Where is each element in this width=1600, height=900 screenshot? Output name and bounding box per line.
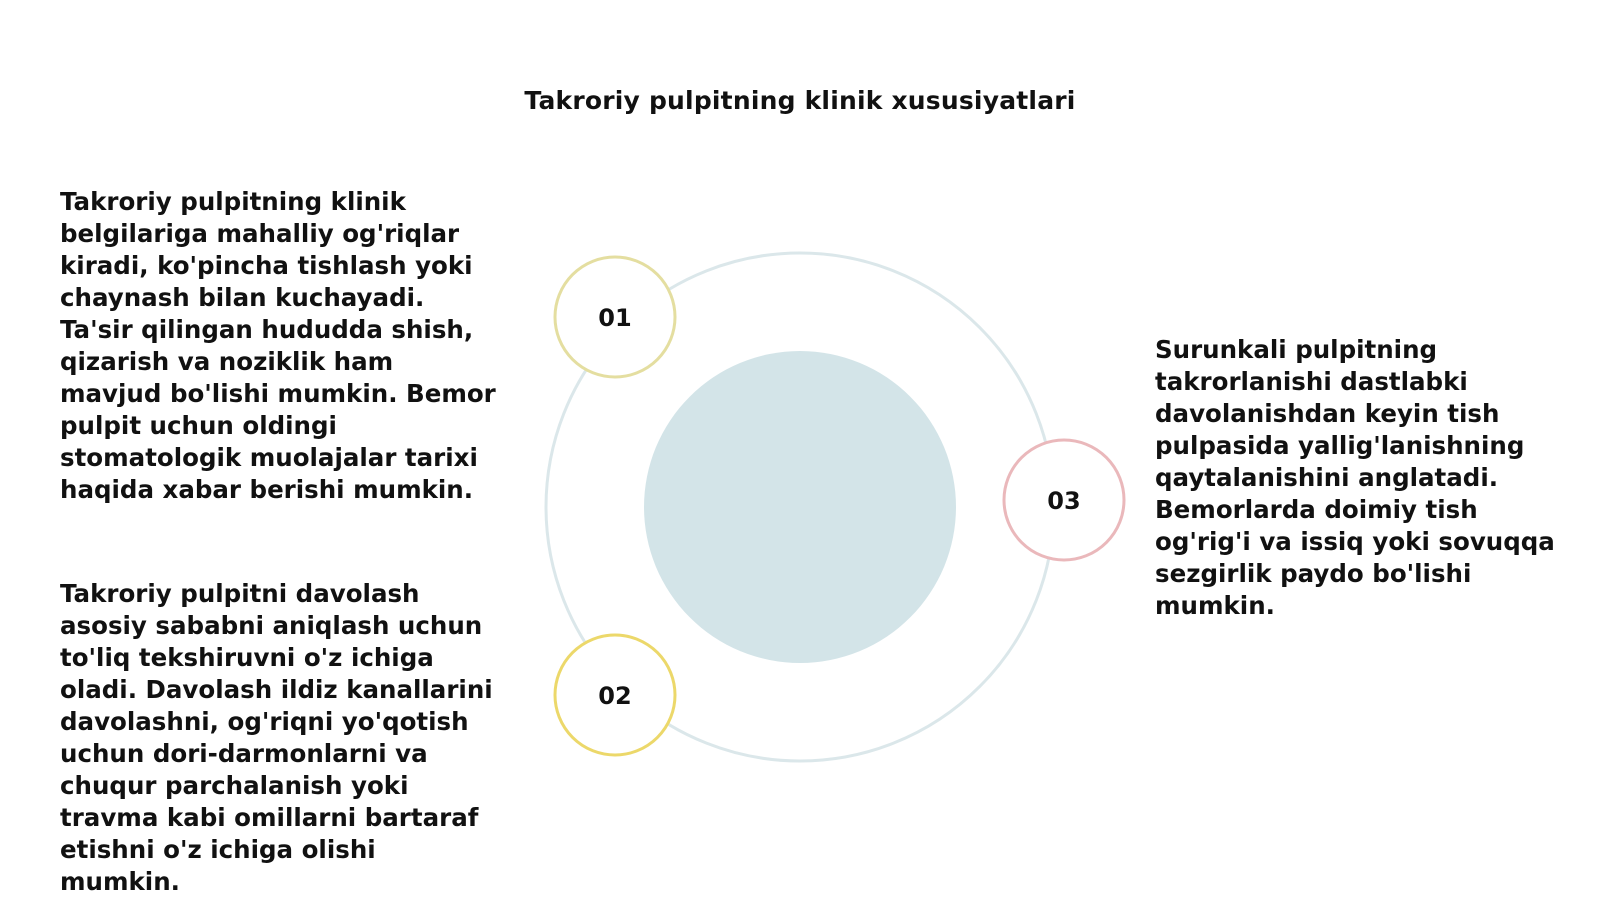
badge-number-02: 02: [598, 682, 632, 710]
badge-number-03: 03: [1047, 487, 1081, 515]
step-badge-03: [1004, 440, 1124, 560]
badge-number-01: 01: [598, 304, 632, 332]
step-01-description: Takroriy pulpitning klinik belgilariga mahalliy og'riqlar kiradi, ko'pincha tishlash yoki chaynash bilan kuchayadi. Ta'sir qilingan hududda shish, qizarish va noziklik ham mavjud bo'lishi mumkin. Bemor pulpit uchun oldingi stomatologik muolajalar tarixi haqida xabar berishi mumkin.: [60, 187, 496, 504]
step-02-description: Takroriy pulpitni davolash asosiy sababni aniqlash uchun to'liq tekshiruvni o'z ichiga oladi. Davolash ildiz kanallarini davolashni, og'riqni yo'qotish uchun dori-darmonlarni va chuqur parchalanish yoki travma kabi omillarni bartaraf etishni o'z ichiga olishi mumkin.: [60, 579, 493, 896]
step-badge-01: [555, 257, 675, 377]
step-03-description: Surunkali pulpitning takrorlanishi dastlabki davolanishdan keyin tish pulpasida yallig'lanishning qaytalanishini anglatadi. Bemorlarda doimiy tish og'rig'i va issiq yoki sovuqqa sezgirlik paydo bo'lishi mumkin.: [1155, 335, 1555, 620]
center-circle: [644, 351, 956, 663]
step-badge-02: [555, 635, 675, 755]
diagram-title: Takroriy pulpitning klinik xususiyatlari: [524, 86, 1076, 115]
